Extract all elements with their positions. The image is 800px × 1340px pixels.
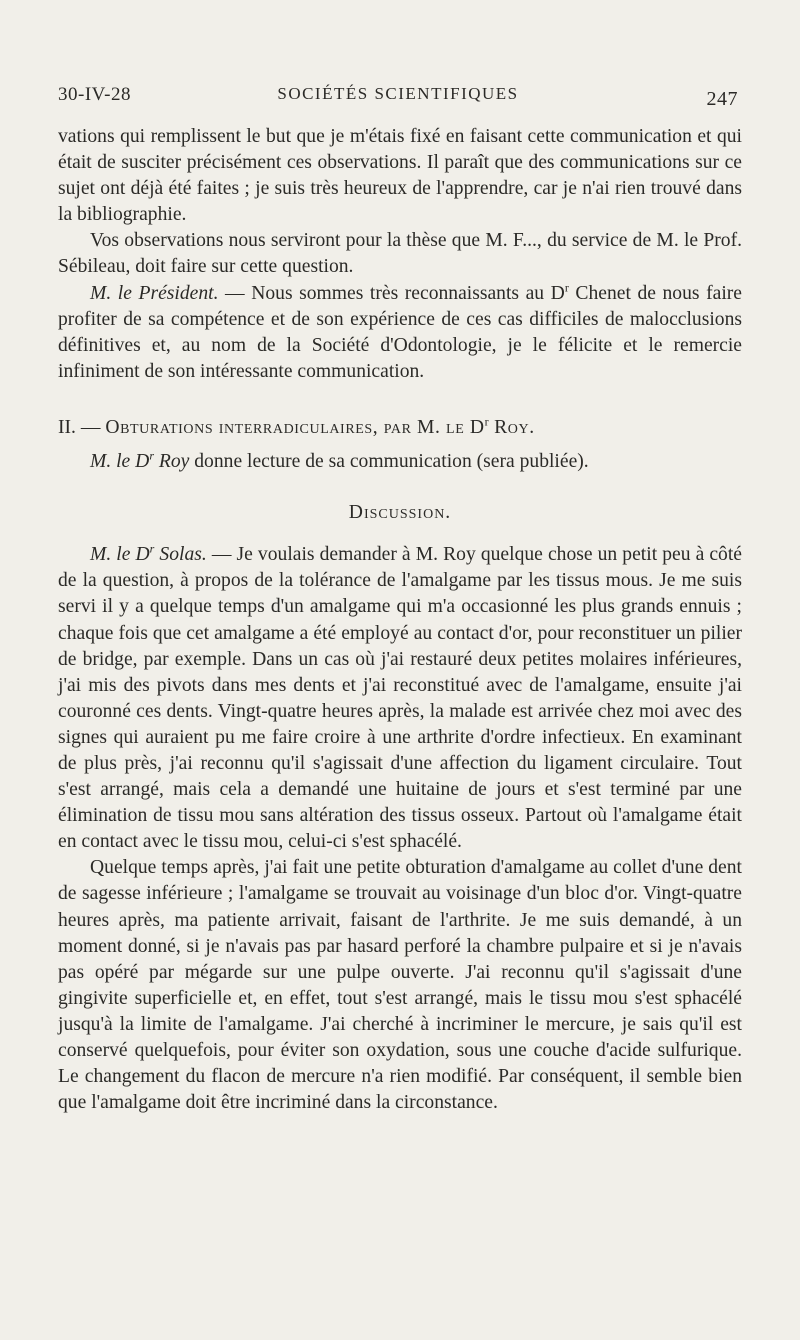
president-text: — Nous sommes très reconnaissants au D <box>218 282 565 304</box>
speaker-solas-a: M. le D <box>90 544 150 566</box>
paragraph-solas-1 <box>58 542 742 855</box>
president-text-rest: Chenet de nous faire profiter de sa compétence et de son expérience de ces cas difficiles de malocclusions définitives et, au nom de la Société d'Odontologie, je le félicite et le remercie infiniment de son intéressante communication. <box>58 282 742 382</box>
running-head-date: 30-IV-28 <box>58 84 131 105</box>
section-title-end: Roy. <box>488 416 535 438</box>
section-title-sup: r <box>484 414 489 429</box>
speaker-roy-sup: r <box>149 448 154 463</box>
discussion-heading: Discussion. <box>348 502 452 524</box>
paragraph-solas-2: Quelque temps après, j'ai fait une petite obturation d'amalgame au collet d'une dent de sagesse inférieure ; l'amalgame se trouvait au voisinage d'un bloc d'or. Vingt-quatre heures après, ma patiente arrivait, faisant de l'arthrite. Je me suis demandé, à un moment donné, si je n'avais pas par hasard perforé la chambre pulpaire et si je n'avais pas opéré par mégarde sur une pulpe ouverte. J'ai reconnu qu'il s'agissait d'une gingivite superficielle et, en effet, tout s'est arrangé, mais le tissu mou s'est sphacélé jusqu'à la limite de l'amalgame. J'ai cherché à incriminer le mercure, je sais qu'il est conservé quelquefois, pour éviter son oxydation, sous une couche d'acide sulfurique. Le changement du flacon de mercure n'a rien modifié. Par conséquent, il semble bien que l'amalgame doit être incriminé dans la circonstance. <box>58 857 742 1114</box>
page-number: 247 <box>706 88 738 110</box>
speaker-president: M. le Président. <box>90 282 219 304</box>
president-text-sup: r <box>564 280 569 295</box>
solas-text: — Je voulais demander à M. Roy quelque chose un petit peu à côté de la question, à propos de la tolérance de l'amalgame par les tissus mous. Je me suis servi il y a quelque temps d'un amalgame qui m'a occasionné les plus grands ennuis ; chaque fois que cet amalgame a été employé au contact d'or, pour reconstituer un pilier de bridge, par exemple. Dans un cas où j'ai restauré deux petites molaires inférieures, j'ai mis des pivots dans mes dents et j'ai reconstitué avec de l'amalgame, ensuite j'ai couronné ces dents. Vingt-quatre heures après, la malade est arrivée chez moi avec des signes qui auraient pu me faire croire à une arthrite d'ordre infectieux. En examinant de plus près, j'ai reconnu qu'il s'agissait d'une affection du ligament circulaire. Tout s'est arrangé, mais cela a demandé une huitaine de jours et s'est terminé par une élimination de tissu mou sans altération des tissus osseux. Partout où l'amalgame était en contact avec le tissu mou, celui-ci s'est sphacélé. <box>58 544 742 853</box>
intro-text: donne lecture de sa communication (sera publiée). <box>189 451 589 473</box>
running-head-title: SOCIÉTÉS SCIENTIFIQUES <box>277 84 519 103</box>
page-body <box>58 124 742 1116</box>
speaker-roy-a: M. le D <box>90 451 150 473</box>
paragraph-president <box>58 281 742 385</box>
speaker-solas-sup: r <box>149 541 155 556</box>
section-dash: — <box>75 416 106 438</box>
paragraph-intro <box>58 449 742 475</box>
section-numeral: II. <box>58 416 76 438</box>
running-head <box>58 84 738 114</box>
speaker-solas-b: Solas. <box>154 544 207 566</box>
section-heading <box>58 415 742 441</box>
paragraph-continuation: vations qui remplissent le but que je m'étais fixé en faisant cette communication et qui était de susciter précisément ces observations. Il paraît que des communications sur ce sujet ont déjà été faites ; je suis très heureux de l'apprendre, car je n'ai rien trouvé dans la bibliographie. <box>58 126 742 226</box>
speaker-roy-b: Roy <box>153 451 190 473</box>
paragraph-observations: Vos observations nous serviront pour la thèse que M. F..., du service de M. le Prof. Sébileau, doit faire sur cette question. <box>58 230 742 278</box>
section-title: Obturations interradiculaires, par M. le D <box>105 416 485 438</box>
